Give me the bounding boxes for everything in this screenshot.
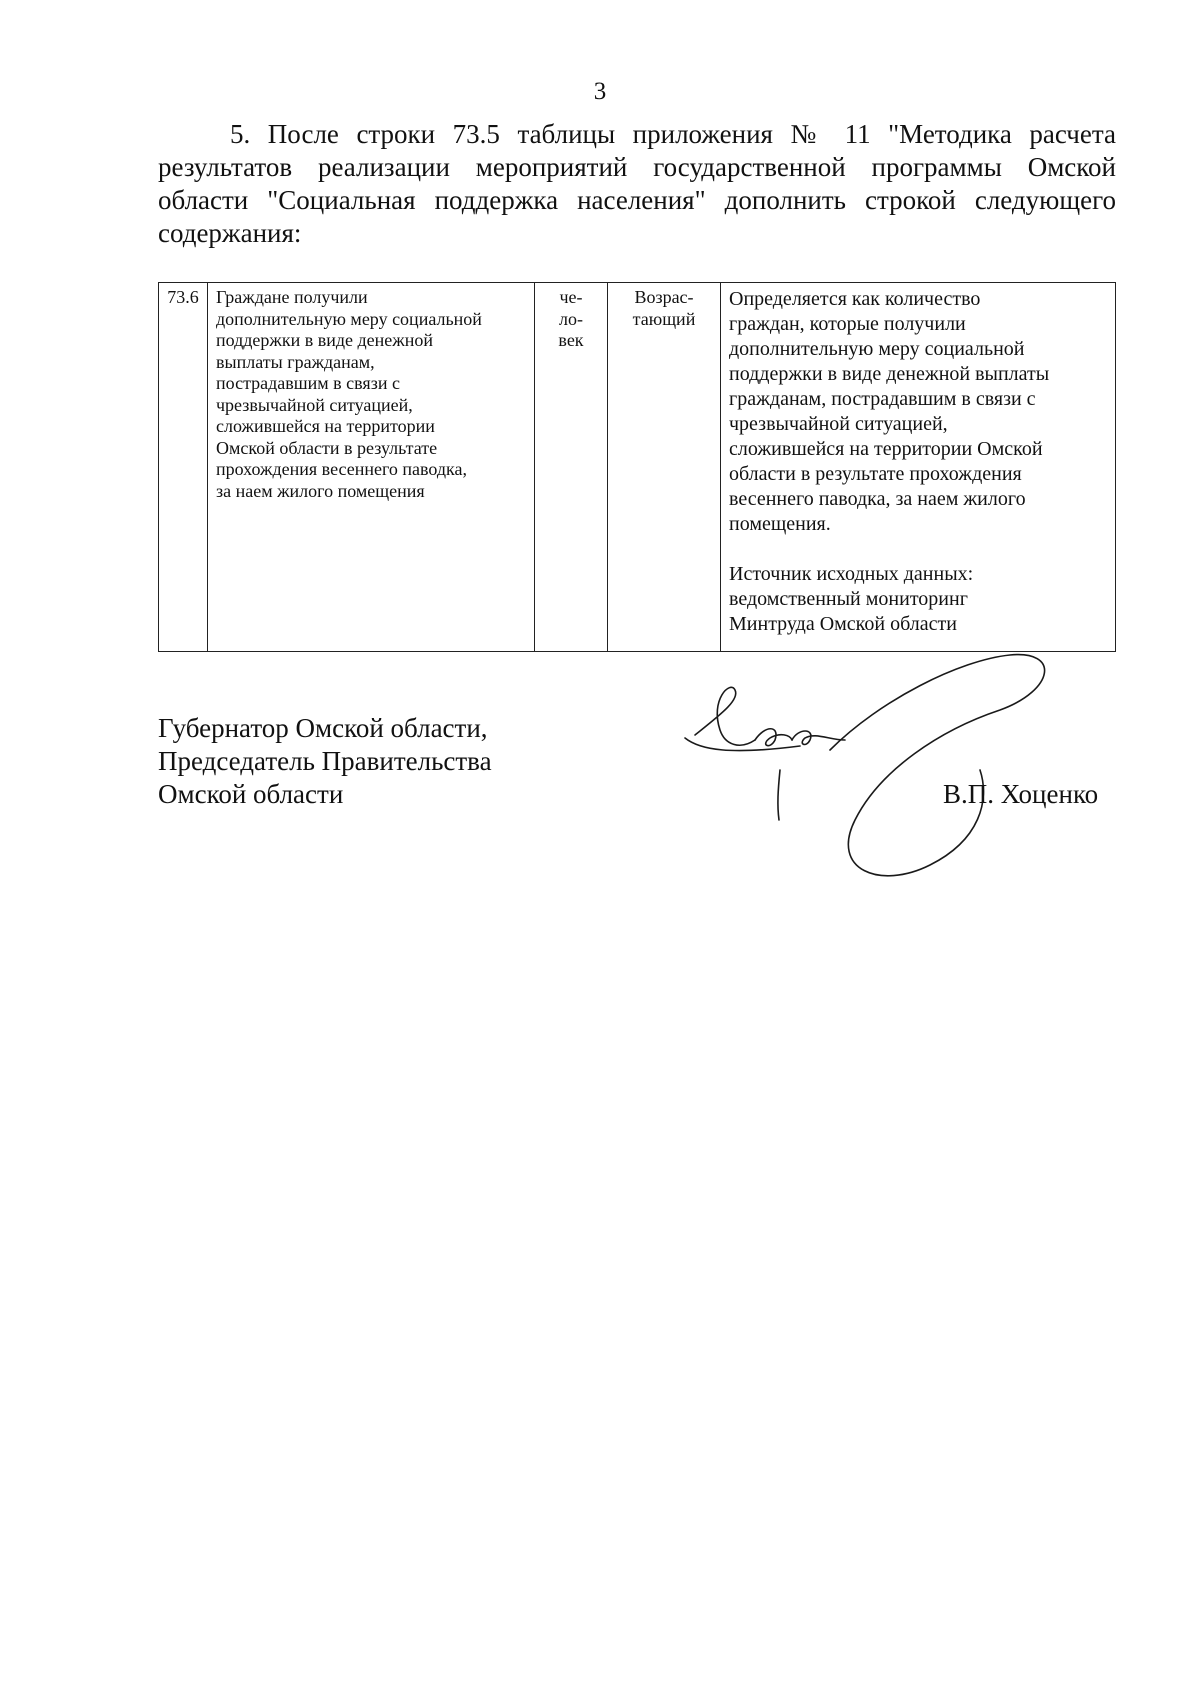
signatory-position: [158, 712, 492, 811]
position-line-2: Председатель Правительства: [158, 746, 492, 776]
indicator-name-cell: Граждане получили дополнительную меру социальной поддержки в виде денежной выплаты гражданам, пострадавшим в связи с чрезвычайной ситуацией, сложившейся на территории Омской области в результате прохождения весеннего паводка, за наем жилого помещения: [208, 283, 535, 652]
table-row: [159, 283, 1116, 652]
position-line-3: Омской области: [158, 779, 344, 809]
paragraph-gap: [729, 537, 1107, 562]
position-line-1: Губернатор Омской области,: [158, 713, 488, 743]
amendment-table: [158, 282, 1116, 652]
direction-cell: Возрас- тающий: [608, 283, 721, 652]
method-description-cell: [721, 283, 1116, 652]
data-source: Источник исходных данных: ведомственный мониторинг Минтруда Омской области: [729, 563, 974, 635]
unit-cell: че- ло- век: [535, 283, 608, 652]
signer-name: В.П. Хоценко: [943, 779, 1099, 809]
method-description: Определяется как количество граждан, которые получили дополнительную меру социальной поддержки в виде денежной выплаты гражданам, пострадавшим в связи с чрезвычайной ситуацией, сложившейся на территории Омской области в результате прохождения весеннего паводка, за наем жилого помещения.: [729, 288, 1050, 535]
page-number: 3: [593, 78, 607, 105]
row-number-cell: 73.6: [159, 283, 208, 652]
amendment-paragraph: 5. После строки 73.5 таблицы приложения № 11 "Методика расчета результатов реализации мероприятий государственной программы Омской области "Социальная поддержка населения" дополнить строкой следующего содержания:: [158, 119, 1116, 248]
handwritten-signature: [680, 640, 1120, 900]
